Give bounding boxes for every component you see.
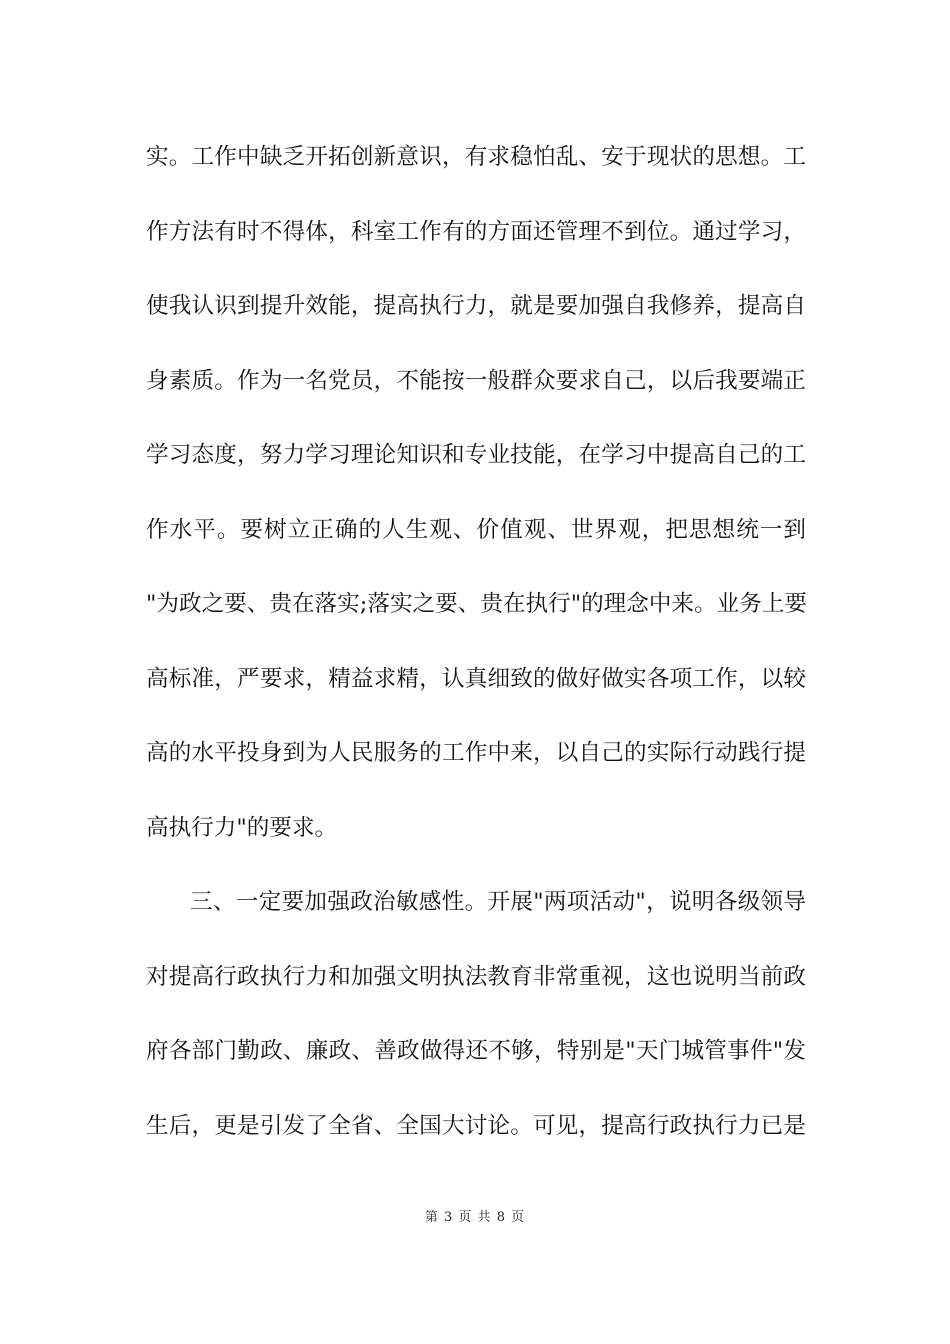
- paragraph-3-line-3: 府各部门勤政、廉政、善政做得还不够，特别是"天门城管事件"发: [146, 1038, 806, 1064]
- text-line-10: 高执行力"的要求。: [146, 815, 338, 841]
- text-line-6: 作水平。要树立正确的人生观、价值观、世界观，把思想统一到: [146, 517, 806, 543]
- text-line-8: 高标准，严要求，精益求精，认真细致的做好做实各项工作，以较: [146, 666, 806, 692]
- text-line-9: 高的水平投身到为人民服务的工作中来，以自己的实际行动践行提: [146, 740, 806, 766]
- page-number-footer: 第 3 页 共 8 页: [424, 1210, 526, 1225]
- paragraph-3-line-2: 对提高行政执行力和加强文明执法教育非常重视，这也说明当前政: [146, 964, 806, 990]
- text-line-4: 身素质。作为一名党员，不能按一般群众要求自己，以后我要端正: [146, 368, 806, 394]
- text-line-7: "为政之要、贵在落实;落实之要、贵在执行"的理念中来。业务上要: [146, 591, 808, 617]
- paragraph-3-line-4: 生后，更是引发了全省、全国大讨论。可见，提高行政执行力已是: [146, 1113, 806, 1139]
- text-line-2: 作方法有时不得体，科室工作有的方面还管理不到位。通过学习，: [146, 219, 806, 245]
- text-line-1: 实。工作中缺乏开拓创新意识，有求稳怕乱、安于现状的思想。工: [146, 144, 806, 170]
- text-line-5: 学习态度，努力学习理论知识和专业技能，在学习中提高自己的工: [146, 442, 806, 468]
- paragraph-3-line-1: 三、一定要加强政治敏感性。开展"两项活动"，说明各级领导: [190, 889, 806, 915]
- text-line-3: 使我认识到提升效能，提高执行力，就是要加强自我修养，提高自: [146, 293, 806, 319]
